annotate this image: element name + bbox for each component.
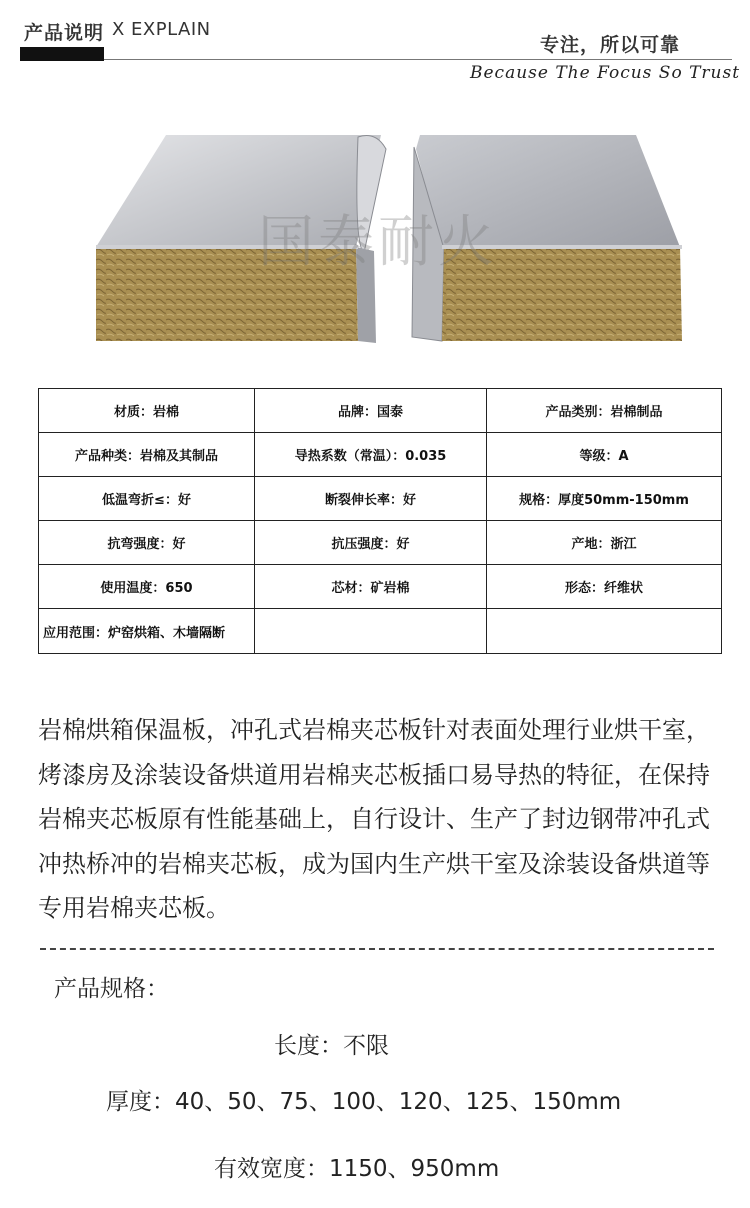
table-cell: 材质：岩棉 xyxy=(39,389,255,433)
table-row xyxy=(39,477,722,521)
table-row xyxy=(39,565,722,609)
header-title-cn: 产品说明 xyxy=(24,22,105,44)
header-slogan: 专注，所以可靠 xyxy=(540,34,681,56)
product-description: 岩棉烘箱保温板，冲孔式岩棉夹芯板针对表面处理行业烘干室，烤漆房及涂装设备烘道用岩棉夹芯板插口易导热的特征，在保持岩棉夹芯板原有性能基础上，自行设计、生产了封边钢带冲孔式冲热桥冲的岩棉夹芯板，成为国内生产烘干室及涂装设备烘道等专用岩棉夹芯板。 xyxy=(38,716,710,922)
table-cell: 产地：浙江 xyxy=(487,521,722,565)
table-row xyxy=(39,609,722,654)
spec-table xyxy=(38,388,722,654)
table-cell xyxy=(255,609,487,654)
table-cell: 抗压强度：好 xyxy=(255,521,487,565)
page-header xyxy=(0,0,750,90)
table-row xyxy=(39,389,722,433)
table-cell: 规格：厚度50mm-150mm xyxy=(487,477,722,521)
header-divider xyxy=(104,59,732,60)
table-cell xyxy=(487,609,722,654)
spec-thickness: 厚度：40、50、75、100、120、125、150mm xyxy=(106,1089,622,1115)
header-tagline: Because The Focus So Trust xyxy=(470,63,741,83)
table-cell: 低温弯折≤：好 xyxy=(39,477,255,521)
table-cell: 产品种类：岩棉及其制品 xyxy=(39,433,255,477)
table-row xyxy=(39,433,722,477)
watermark: 国泰耐火 xyxy=(258,210,498,275)
spec-length: 长度：不限 xyxy=(274,1033,389,1059)
specs-title: 产品规格： xyxy=(54,976,169,1002)
table-cell: 导热系数（常温）：0.035 xyxy=(255,433,487,477)
spec-width: 有效宽度：1150、950mm xyxy=(214,1156,500,1182)
table-cell: 等级：A xyxy=(487,433,722,477)
table-cell: 抗弯强度：好 xyxy=(39,521,255,565)
header-accent-bar xyxy=(20,47,104,61)
table-cell: 断裂伸长率：好 xyxy=(255,477,487,521)
table-cell: 形态：纤维状 xyxy=(487,565,722,609)
table-cell: 品牌：国泰 xyxy=(255,389,487,433)
table-cell: 芯材：矿岩棉 xyxy=(255,565,487,609)
table-row xyxy=(39,521,722,565)
dashed-divider xyxy=(40,948,714,950)
header-title-en: X EXPLAIN xyxy=(112,19,211,40)
table-cell: 应用范围：炉窑烘箱、木墙隔断 xyxy=(39,609,255,654)
table-cell: 产品类别：岩棉制品 xyxy=(487,389,722,433)
table-cell: 使用温度：650 xyxy=(39,565,255,609)
